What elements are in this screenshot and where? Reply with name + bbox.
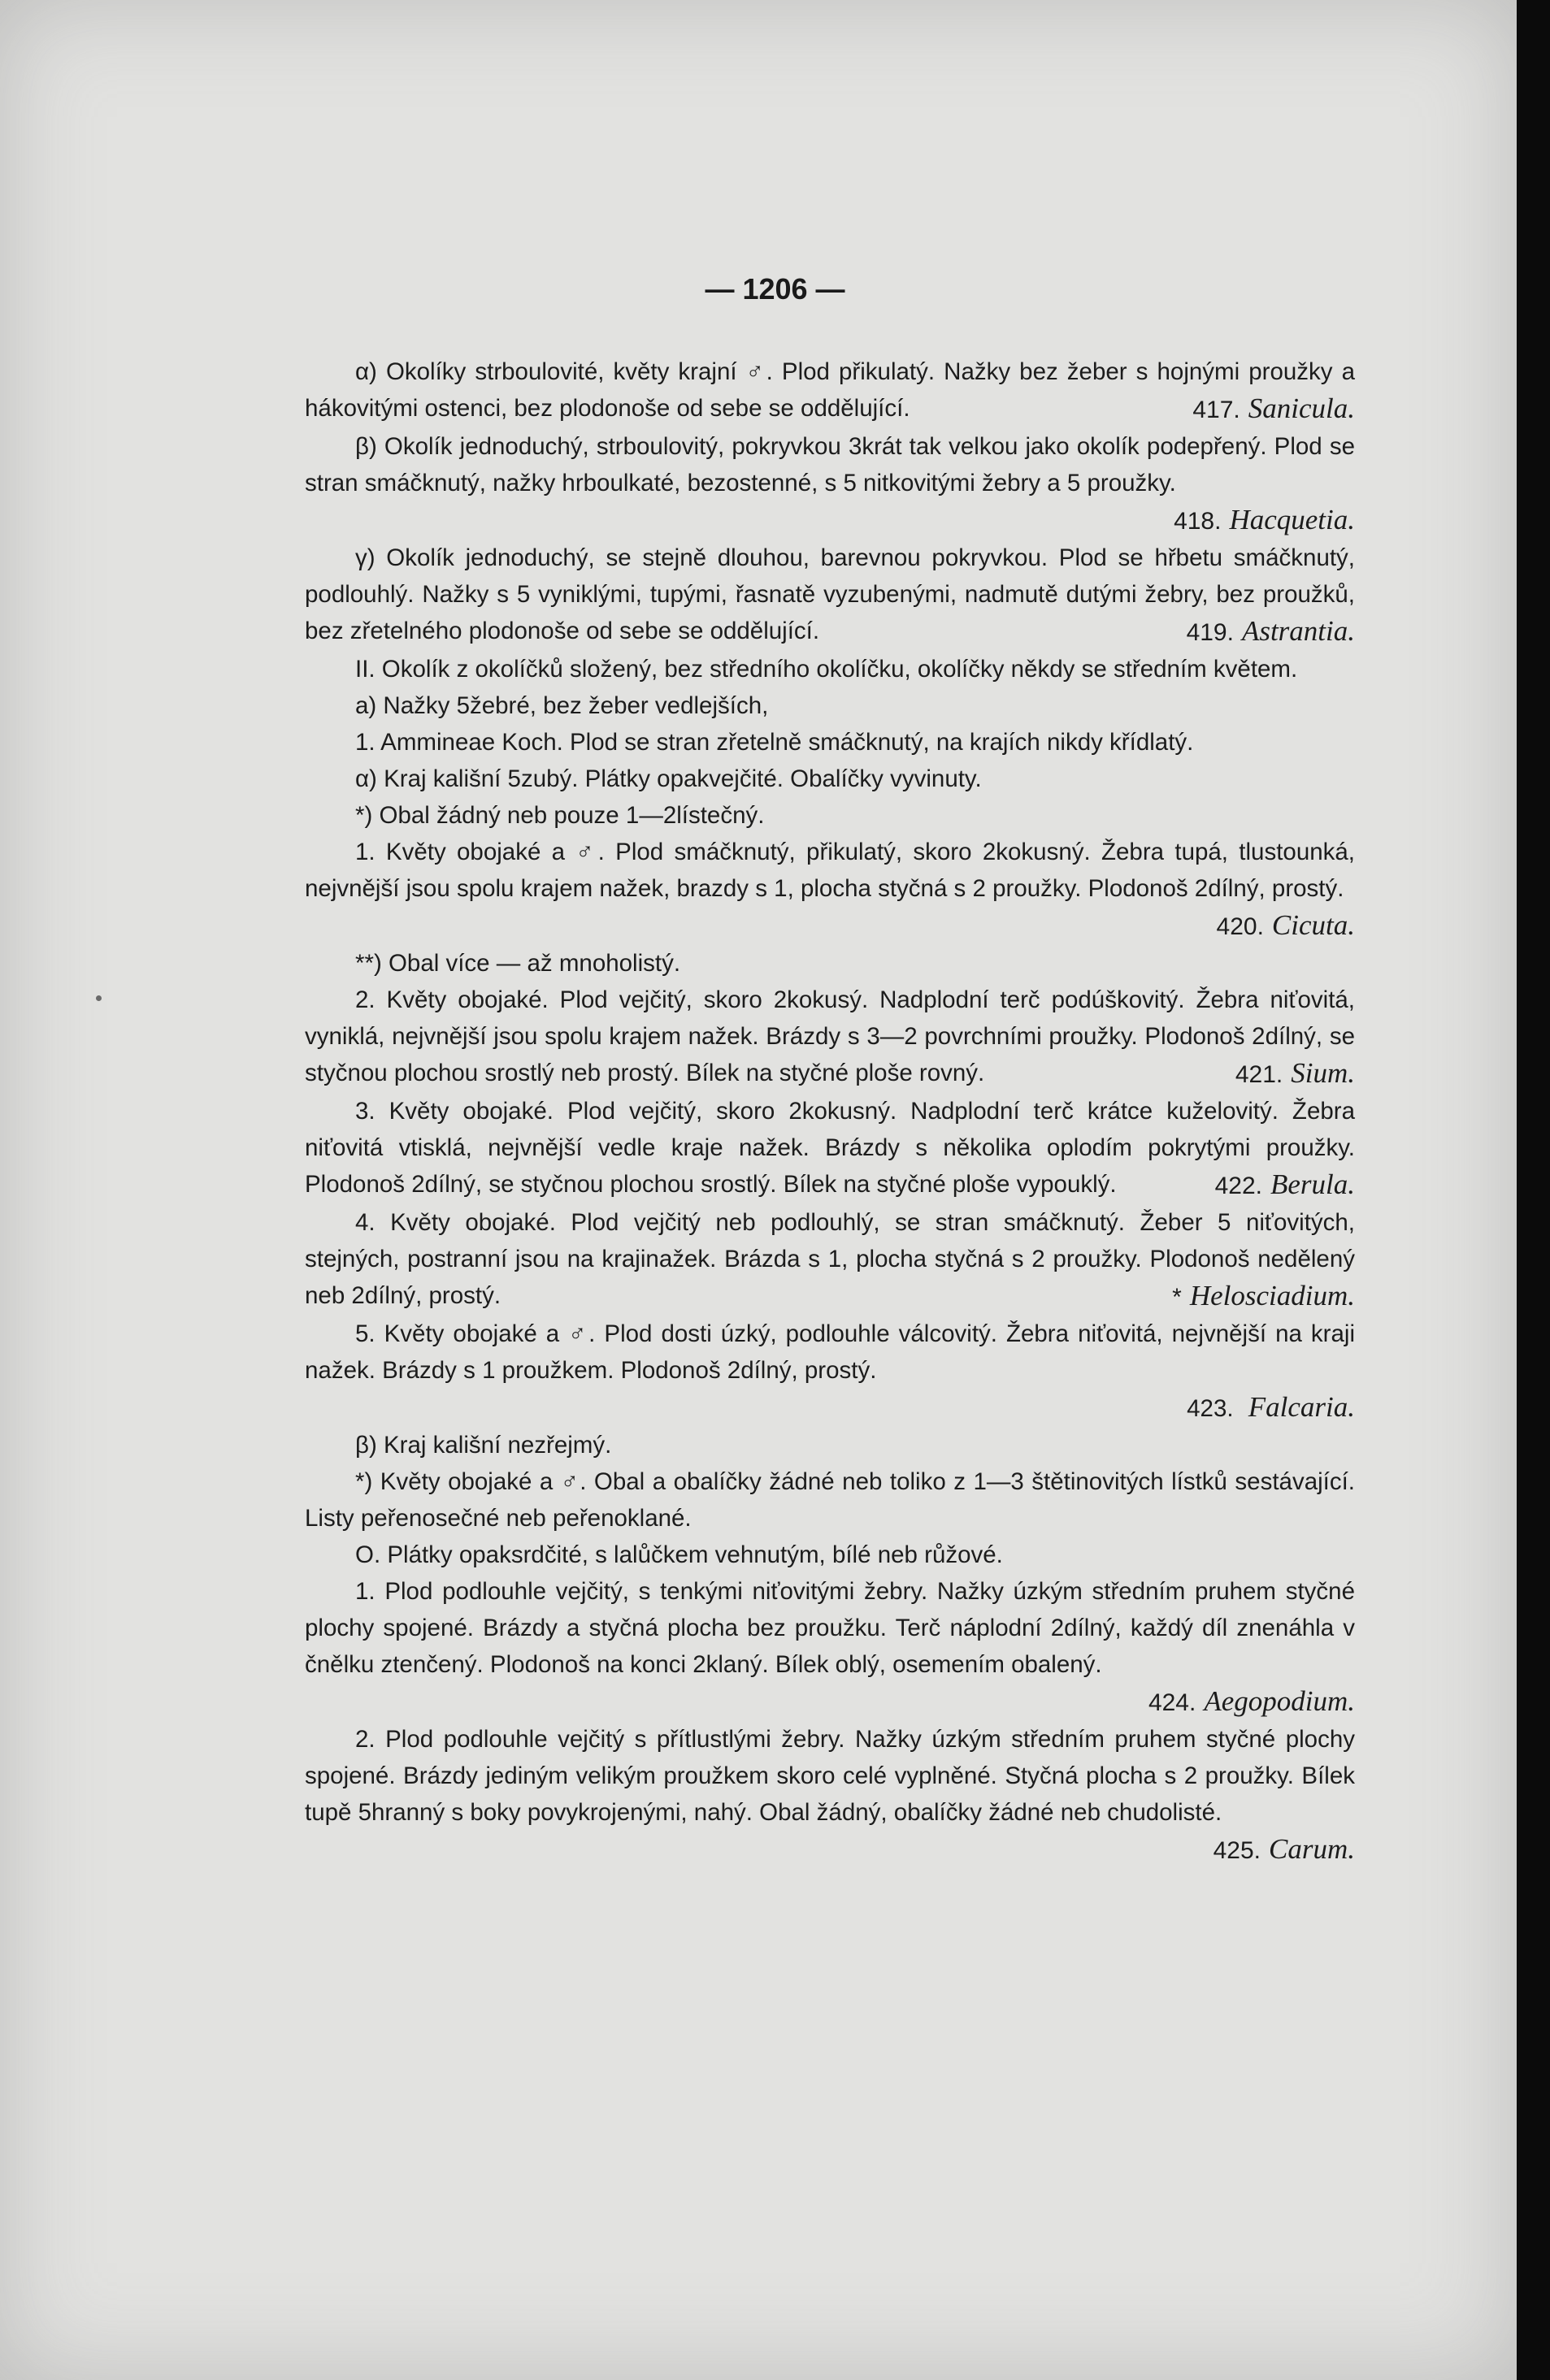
paragraph-text: β) Okolík jednoduchý, strboulovitý, pokryvkou 3krát tak velkou jako okolík podepřený. Plod se stran smáčknutý, nažky hrboulkaté, bezostenné, s 5 nitkovitými žebry a 5 proužky. [305,433,1355,496]
genus-reference [1114,501,1355,540]
key-paragraph [305,724,1355,761]
genus-number: 424. [1148,1689,1196,1716]
genus-name: Aegopodium. [1204,1685,1355,1717]
paragraph-text: 5. Květy obojaké a ♂. Plod dosti úzký, podlouhle válcovitý. Žebra niťovitá, nejvnější na kraji nažek. Brázdy s 1 proužkem. Plodonoš 2dílný, prostý. [305,1320,1355,1384]
key-paragraph [305,1204,1355,1316]
genus-name: Helosciadium. [1189,1280,1355,1311]
paragraph-text: a) Nažky 5žebré, bez žeber vedlejších, [355,692,769,719]
genus-name: Berula. [1270,1168,1355,1200]
genus-reference [1153,1831,1355,1869]
genus-number: 418. [1174,508,1222,535]
key-paragraph [305,1093,1355,1204]
paragraph-text: 2. Plod podlouhle vejčitý s přítlustlými žebry. Nažky úzkým středním pruhem styčné plochy spojené. Brázdy jediným velikým proužkem skoro celé vyplněné. Styčná plocha s 2 proužky. Bílek tupě 5hranný s boky povykrojenými, nahý. Obal žádný, obalíčky žádné neb chudolisté. [305,1726,1355,1826]
key-paragraph [305,1537,1355,1573]
genus-number: 423. [1187,1395,1240,1422]
genus-number: 421. [1235,1061,1283,1088]
genus-number: 422. [1214,1173,1262,1199]
key-paragraph [305,761,1355,797]
paragraph-text: β) Kraj kališní nezřejmý. [355,1432,612,1459]
paragraph-text: *) Obal žádný neb pouze 1—2lístečný. [355,802,765,829]
paragraph-text: γ) Okolík jednoduchý, se stejně dlouhou, barevnou pokryvkou. Plod se hřbetu smáčknutý, podlouhlý. Nažky s 5 vyniklými, tupými, řasnatě vyzubenými, nadmutě dutými žebry, bez proužků, bez zřetelného plodonoše od sebe se oddělující. [305,544,1355,644]
scan-border [1517,0,1550,2380]
genus-number: * [1172,1284,1182,1311]
key-paragraph [305,945,1355,982]
genus-reference [1175,1055,1355,1093]
key-paragraph [305,1573,1355,1721]
genus-reference [1132,390,1355,428]
paragraph-text: α) Kraj kališní 5zubý. Plátky opakvejčité. Obalíčky vyvinuty. [355,765,982,792]
genus-reference [1157,907,1355,945]
paragraph-text: 4. Květy obojaké. Plod vejčitý neb podlouhlý, se stran smáčknutý. Žeber 5 niťovitých, stejných, postranní jsou na krajinažek. Brázda s 1, plocha styčná s 2 proužky. Plodonoš nedělený neb 2dílný, prostý. [305,1209,1355,1309]
paragraph-text: 2. Květy obojaké. Plod vejčitý, skoro 2kokusý. Nadplodní terč podúškovitý. Žebra niťovitá, vyniklá, nejvnější jsou spolu krajem nažek. Brázdy s 3—2 povrchními proužky. Plodonoš 2dílný, se styčnou plochou srostlý neb prostý. Bílek na styčné ploše rovný. [305,986,1355,1086]
genus-reference [305,1389,1355,1427]
paragraph-text: α) Okolíky strboulovité, květy krajní ♂. Plod přikulatý. Nažky bez žeber s hojnými proužky a hákovitými ostenci, bez plodonoše od sebe se oddělující. [305,358,1355,422]
genus-number: 420. [1216,913,1264,940]
genus-reference [1127,613,1355,651]
key-paragraph [305,982,1355,1093]
scan-speck [96,995,102,1001]
paragraph-text: II. Okolík z okolíčků složený, bez středního okolíčku, okolíčky někdy se středním květem. [355,656,1298,683]
genus-name: Hacquetia. [1229,504,1355,535]
genus-name: Falcaria. [1248,1391,1355,1423]
key-paragraph [305,834,1355,945]
key-paragraph [305,540,1355,651]
genus-number: 425. [1213,1837,1261,1864]
paragraph-text: O. Plátky opaksrdčité, s lalůčkem vehnutým, bílé neb růžové. [355,1541,1003,1568]
paragraph-text: *) Květy obojaké a ♂. Obal a obalíčky žádné neb toliko z 1—3 štětinovitých lístků sestávající. Listy peřenosečné neb peřenoklané. [305,1468,1355,1532]
paragraph-text: 1. Ammineae Koch. Plod se stran zřetelně smáčknutý, na krajích nikdy křídlatý. [355,729,1194,756]
key-paragraph [305,1427,1355,1463]
genus-name: Cicuta. [1271,909,1355,941]
genus-number: 419. [1186,619,1234,646]
paragraph-text: 3. Květy obojaké. Plod vejčitý, skoro 2kokusný. Nadplodní terč krátce kuželovitý. Žebra niťovitá vtisklá, nejvnější vedle kraje nažek. Brázdy s několika oplodím pokrytými proužky. Plodonoš 2dílný, se styčnou plochou srostlý. Bílek na styčné ploše vypouklý. [305,1098,1355,1198]
genus-name: Carum. [1269,1833,1355,1865]
key-paragraph [305,428,1355,540]
paragraph-text: 1. Květy obojaké a ♂. Plod smáčknutý, přikulatý, skoro 2kokusný. Žebra tupá, tlustounká, nejvnější jsou spolu krajem nažek, brazdy s 1, plocha styčná s 2 proužky. Plodonoš 2dílný, prostý. [305,839,1355,902]
genus-reference [1088,1683,1355,1721]
page-number: — 1206 — [705,272,845,306]
key-paragraph [305,1463,1355,1537]
genus-name: Astrantia. [1241,615,1355,647]
paragraph-text: **) Obal více — až mnoholistý. [355,950,681,977]
key-paragraph [305,353,1355,428]
genus-name: Sium. [1291,1057,1355,1089]
key-paragraph [305,687,1355,724]
key-paragraph [305,651,1355,687]
key-paragraph [305,1316,1355,1389]
key-paragraph [305,797,1355,834]
key-paragraph [305,1721,1355,1869]
paragraph-text: 1. Plod podlouhle vejčitý, s tenkými niťovitými žebry. Nažky úzkým středním pruhem styčné plochy spojené. Brázdy a styčná plocha bez proužku. Terč náplodní 2dílný, každý díl znenáhla v čnělku ztenčený. Plodonoš na konci 2klaný. Bílek oblý, osemením obalený. [305,1578,1355,1678]
genus-reference [1112,1277,1355,1316]
genus-reference [1155,1166,1355,1204]
page-body [305,353,1355,1869]
genus-name: Sanicula. [1248,392,1355,424]
genus-number: 417. [1192,397,1240,423]
